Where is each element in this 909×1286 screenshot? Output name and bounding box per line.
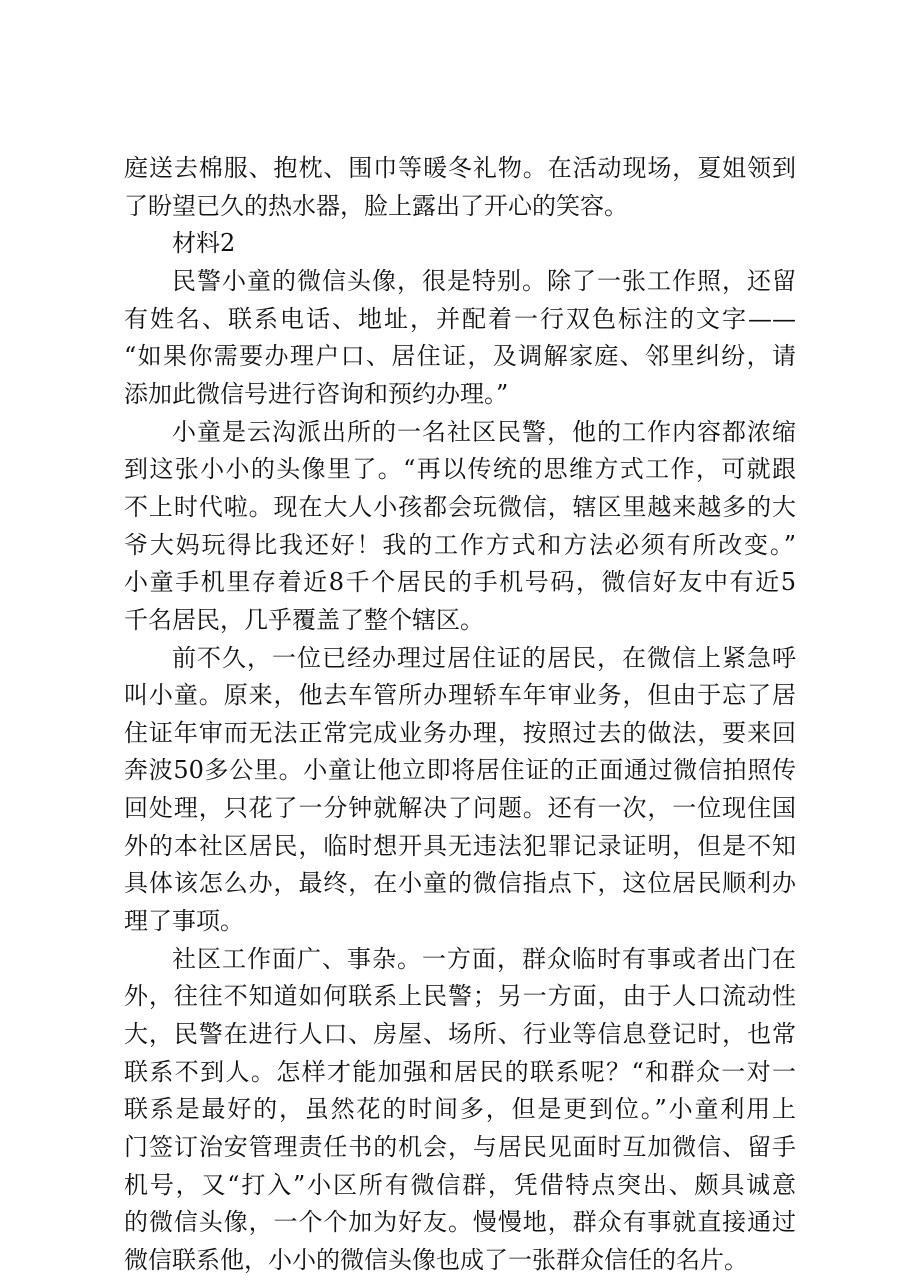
body-text-line: 机号，又“打入”小区所有微信群，凭借特点突出、颇具诚意 (124, 1171, 796, 1199)
section-heading: 材料2 (172, 229, 236, 257)
body-text-line: 了盼望已久的热水器，脸上露出了开心的笑容。 (124, 192, 628, 220)
body-text-line: 小童是云沟派出所的一名社区民警，他的工作内容都浓缩 (172, 418, 796, 446)
body-text-line: 小童手机里存着近8千个居民的手机号码，微信好友中有近5 (124, 568, 796, 596)
body-text-line: 有姓名、联系电话、地址，并配着一行双色标注的文字—— (124, 305, 796, 333)
body-text-line: 千名居民，几乎覆盖了整个辖区。 (124, 606, 484, 634)
body-text-line: 联系不到人。怎样才能加强和居民的联系呢？“和群众一对一 (124, 1058, 796, 1086)
body-text-line: 前不久，一位已经办理过居住证的居民，在微信上紧急呼 (172, 644, 796, 672)
body-text-line: 门签订治安管理责任书的机会，与居民见面时互加微信、留手 (124, 1133, 796, 1161)
body-text-line: 大，民警在进行人口、房屋、场所、行业等信息登记时，也常 (124, 1020, 796, 1048)
body-text-line: 的微信头像，一个个加为好友。慢慢地，群众有事就直接通过 (124, 1208, 796, 1236)
body-text-line: 叫小童。原来，他去车管所办理轿车年审业务，但由于忘了居 (124, 681, 796, 709)
body-text-line: 回处理，只花了一分钟就解决了问题。还有一次，一位现住国 (124, 794, 796, 822)
body-text-line: “如果你需要办理户口、居住证，及调解家庭、邻里纠纷，请 (124, 342, 796, 370)
body-text-line: 民警小童的微信头像，很是特别。除了一张工作照，还留 (172, 267, 796, 295)
body-text-line: 庭送去棉服、抱枕、围巾等暖冬礼物。在活动现场，夏姐领到 (124, 154, 796, 182)
body-text-line: 具体该怎么办，最终，在小童的微信指点下，这位居民顺利办 (124, 869, 796, 897)
body-text-line: 理了事项。 (124, 907, 244, 935)
body-text-line: 外的本社区居民，临时想开具无违法犯罪记录证明，但是不知 (124, 832, 796, 860)
body-text-line: 奔波50多公里。小童让他立即将居住证的正面通过微信拍照传 (124, 756, 796, 784)
body-text-line: 爷大妈玩得比我还好！我的工作方式和方法必须有所改变。” (124, 531, 796, 559)
body-text-line: 联系是最好的，虽然花的时间多，但是更到位。”小童利用上 (124, 1095, 796, 1123)
body-text-line: 到这张小小的头像里了。“再以传统的思维方式工作，可就跟 (124, 455, 796, 483)
body-text-line: 社区工作面广、事杂。一方面，群众临时有事或者出门在 (172, 945, 796, 973)
body-text-line: 添加此微信号进行咨询和预约办理。” (124, 380, 509, 408)
body-text-line: 外，往往不知道如何联系上民警；另一方面，由于人口流动性 (124, 982, 796, 1010)
body-text-line: 不上时代啦。现在大人小孩都会玩微信，辖区里越来越多的大 (124, 493, 796, 521)
body-text-line: 住证年审而无法正常完成业务办理，按照过去的做法，要来回 (124, 719, 796, 747)
body-text-line: 微信联系他，小小的微信头像也成了一张群众信任的名片。 (124, 1246, 748, 1274)
